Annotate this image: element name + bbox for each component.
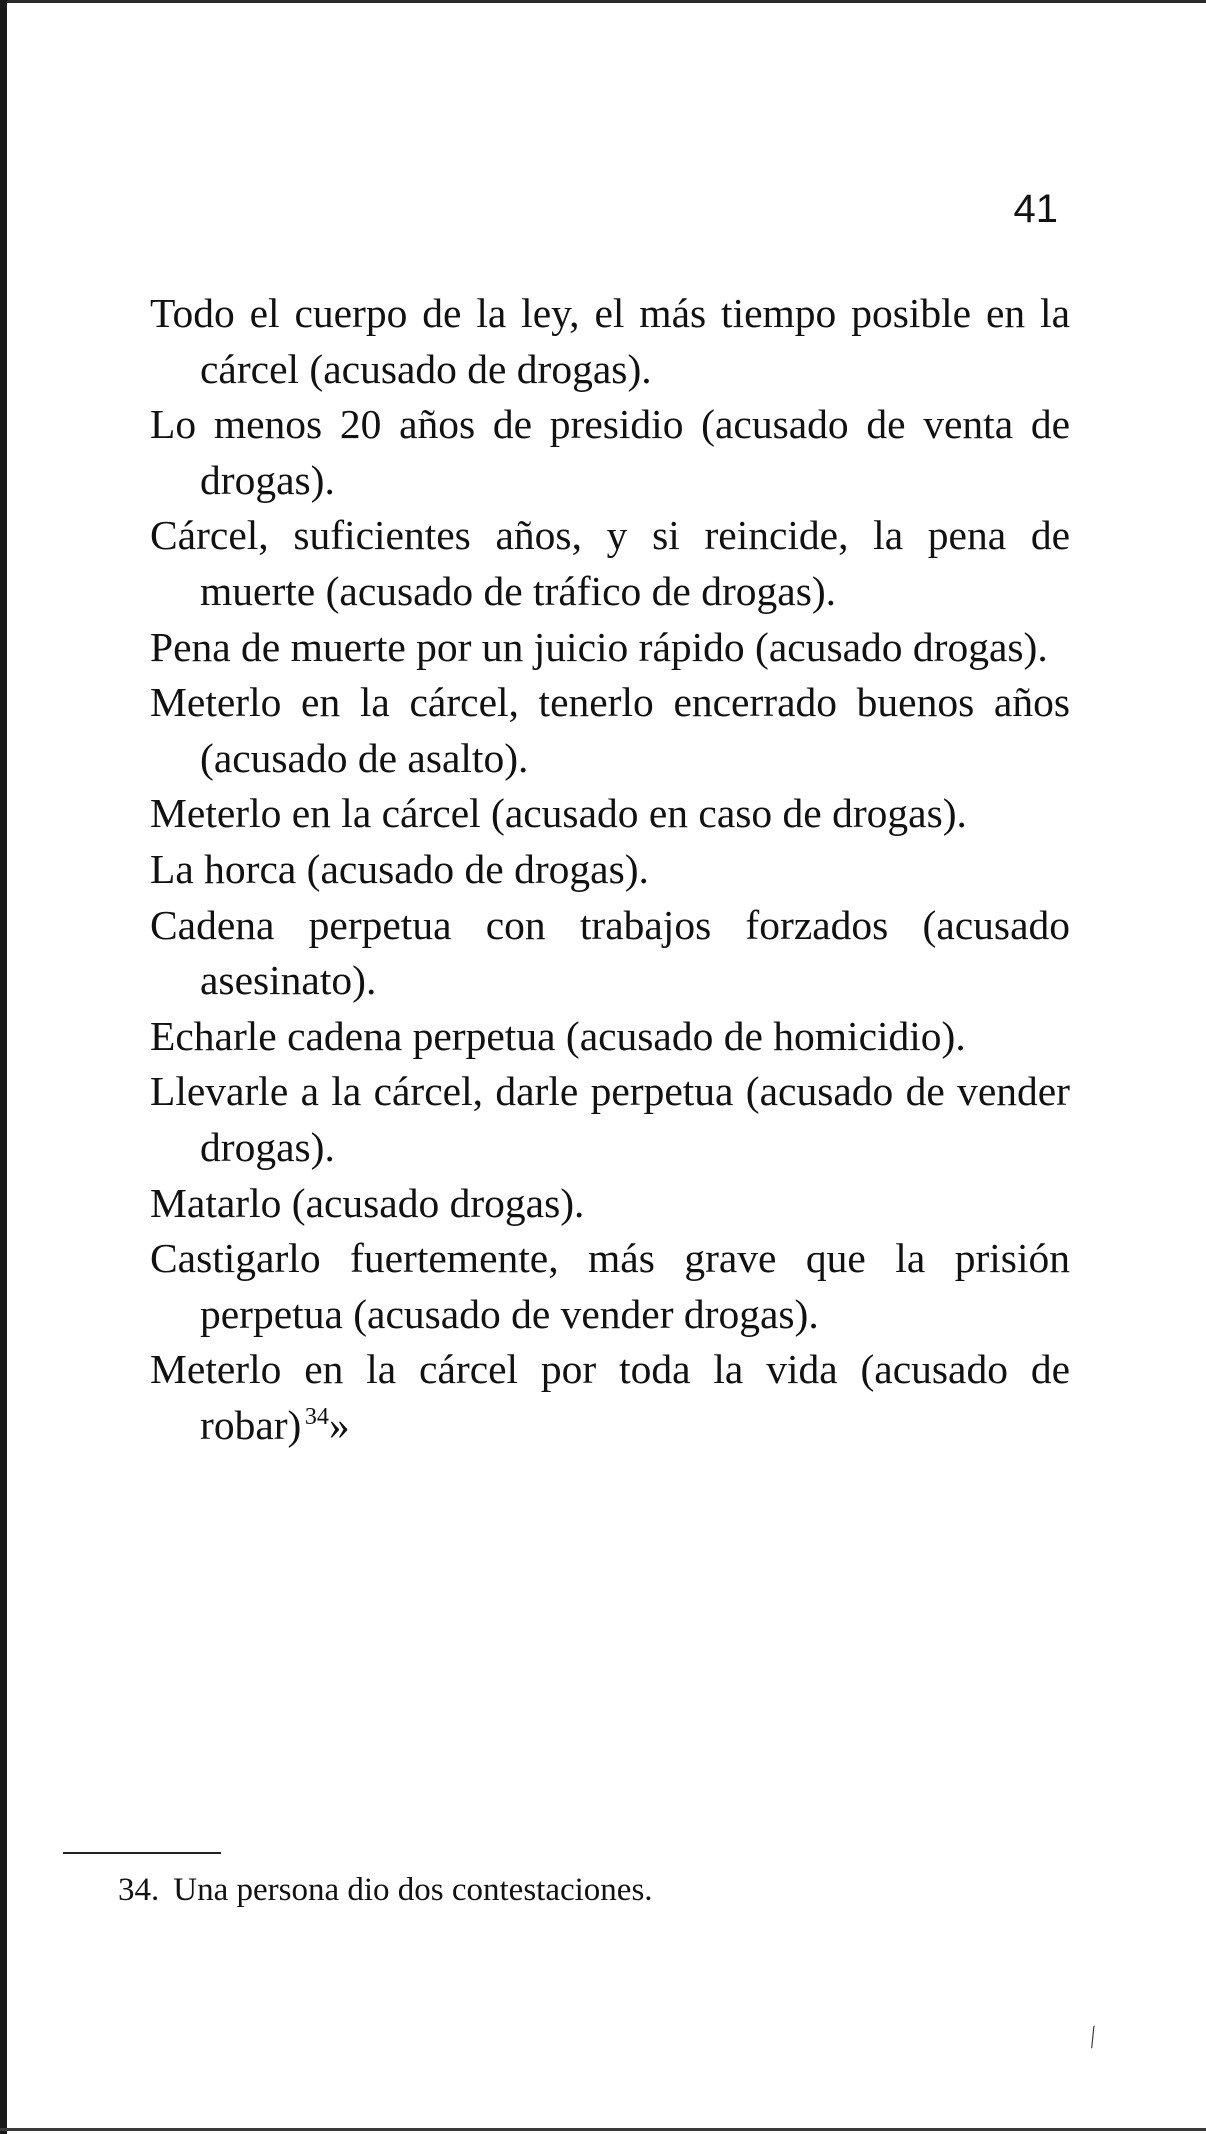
scan-edge-bottom: [0, 2128, 1206, 2131]
response-entry: Lo menos 20 años de presidio (acusado de venta de drogas).: [150, 401, 1070, 503]
response-entry-text: Meterlo en la cárcel por toda la vida (acusado de robar): [150, 1346, 1070, 1448]
footnote-separator: [63, 1852, 221, 1854]
response-entry: Cárcel, suficientes años, y si reincide, la pena de muerte (acusado de tráfico de drogas).: [150, 512, 1070, 614]
response-entry: Meterlo en la cárcel (acusado en caso de drogas).: [150, 790, 967, 837]
response-entry: Todo el cuerpo de la ley, el más tiempo posible en la cárcel (acusado de drogas).: [150, 290, 1070, 392]
response-entry: Castigarlo fuertemente, más grave que la prisión perpetua (acusado de vender drogas).: [150, 1235, 1070, 1337]
closing-quote: »: [328, 1401, 350, 1448]
response-entry: Meterlo en la cárcel, tenerlo encerrado buenos años (acusado de asalto).: [150, 679, 1070, 781]
scan-mark-icon: ⁄: [1083, 2022, 1104, 2053]
response-list: [150, 286, 1070, 1453]
response-entry: Matarlo (acusado drogas).: [150, 1179, 585, 1226]
response-entry: La horca (acusado de drogas).: [150, 845, 649, 892]
footnote-text: Una persona dio dos contestaciones.: [173, 1872, 653, 1908]
footnote-reference: 34: [304, 1404, 329, 1431]
response-entry: Echarle cadena perpetua (acusado de homicidio).: [150, 1012, 966, 1059]
footnote-number: 34.: [118, 1872, 160, 1908]
response-entry: Cadena perpetua con trabajos forzados (acusado asesinato).: [150, 901, 1070, 1004]
response-entry: Llevarle a la cárcel, darle perpetua (acusado de vender drogas).: [150, 1068, 1070, 1170]
response-entry-last: [150, 1342, 1070, 1453]
scan-edge-top: [0, 0, 1206, 3]
page-number: 41: [1013, 187, 1058, 231]
response-entry: Pena de muerte por un juicio rápido (acusado drogas).: [150, 623, 1048, 670]
footnote: [118, 1869, 653, 1911]
scan-edge-left: [0, 0, 7, 2134]
